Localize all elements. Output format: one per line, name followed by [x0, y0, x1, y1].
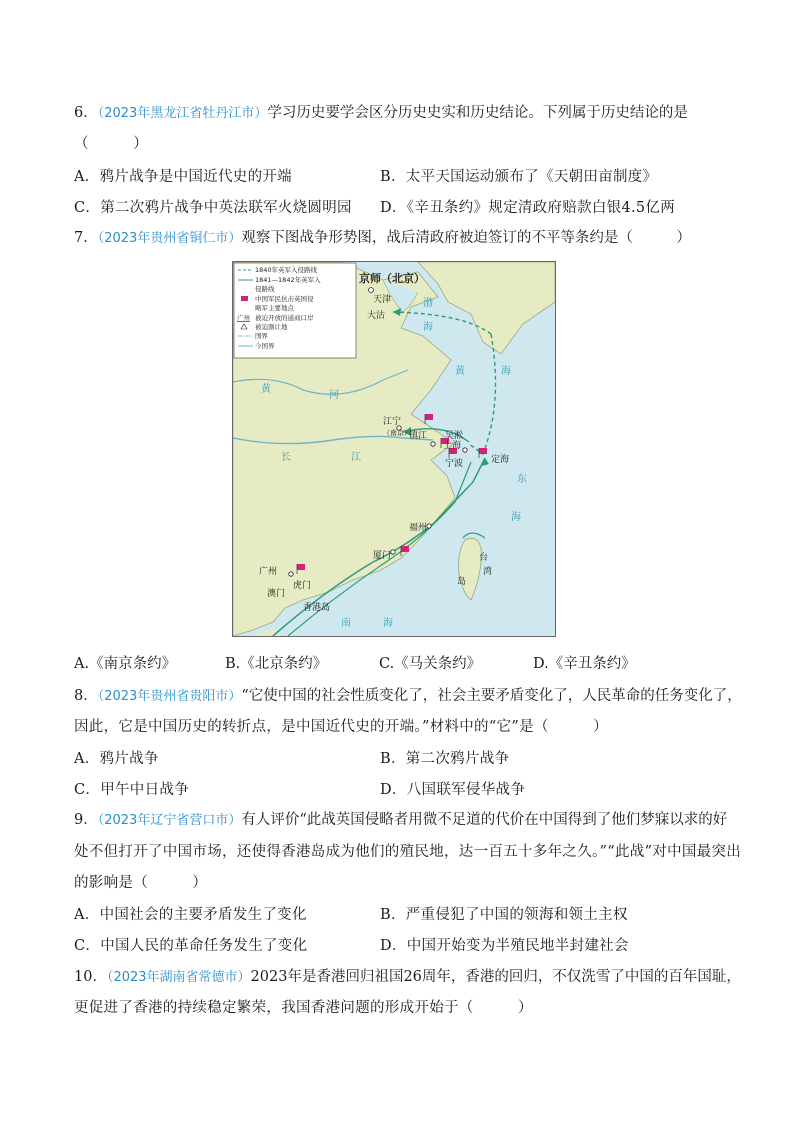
question-stem: 观察下图战争形势图，战后清政府被迫签订的不平等条约是（ ） [241, 230, 691, 246]
sea-nan-2: 海 [383, 618, 393, 629]
question-source: （2023年辽宁省营口市） [97, 813, 242, 828]
option-d: D．《辛丑条约》规定清政府赔款白银4.5亿两 [380, 200, 676, 216]
river-huang-2: 河 [329, 390, 339, 401]
option-c: C.《马关条约》 [379, 656, 482, 672]
label-taiwan-1: 台 [479, 553, 489, 563]
option-a: A．鸦片战争 [74, 751, 159, 767]
question-8 [74, 684, 742, 705]
option-b: B．第二次鸦片战争 [380, 751, 510, 767]
label-taiwan-3: 岛 [457, 577, 467, 587]
legend-border: 国界 [255, 332, 268, 340]
legend-route-1841-cont: 侵路线 [255, 285, 275, 293]
question-source: （2023年湖南省常德市） [106, 970, 251, 985]
question-source: （2023年贵州省铜仁市） [97, 231, 242, 246]
question-10 [74, 965, 741, 986]
label-tianjin: 天津 [373, 295, 392, 305]
option-a: A．鸦片战争是中国近代史的开端 [74, 169, 292, 185]
question-stem-cont: 处不但打开了中国市场，还使得香港岛成为他们的殖民地，达一百五十多年之久。”“此战”对中国最突出 [74, 844, 742, 860]
label-jiangning: 江宁 [383, 417, 402, 427]
legend-route-1841: 1841—1842年英军入 [255, 276, 321, 284]
label-xianggang: 香港岛 [303, 603, 331, 613]
question-stem: 2023年是香港回归祖国26周年，香港的回归，不仅洗雪了中国的百年国耻， [250, 969, 741, 985]
question-number: 7． [74, 230, 98, 246]
label-taiwan-2: 湾 [483, 567, 493, 577]
option-b: B．太平天国运动颁布了《天朝田亩制度》 [380, 169, 658, 185]
label-ningbo: 宁波 [445, 459, 464, 469]
option-b: B．严重侵犯了中国的领海和领土主权 [380, 907, 628, 923]
sea-huang-2: 海 [501, 366, 511, 377]
label-jingshi: 京师（北京） [359, 272, 425, 285]
sea-bo-2: 海 [423, 322, 433, 333]
label-shanghai: 上海 [443, 441, 462, 451]
question-number: 6． [74, 105, 98, 121]
label-guangzhou: 广州 [259, 567, 278, 577]
legend-resistance: 中国军民抗击英国侵 [255, 295, 314, 303]
war-situation-map [232, 261, 556, 637]
option-d: D．中国开始变为半殖民地半封建社会 [380, 938, 629, 954]
question-source: （2023年贵州省贵阳市） [97, 689, 242, 704]
label-nanjing: （南京） [383, 429, 411, 437]
option-c: C．甲午中日战争 [74, 782, 189, 798]
option-c: C．中国人民的革命任务发生了变化 [74, 938, 308, 954]
question-stem: 学习历史要学会区分历史史实和历史结论。下列属于历史结论的是 [267, 105, 688, 121]
question-source: （2023年黑龙江省牡丹江市） [97, 106, 268, 121]
option-d: D.《辛丑条约》 [533, 656, 636, 672]
option-a: A.《南京条约》 [74, 656, 177, 672]
question-6 [74, 101, 688, 122]
legend-port-sample: 广州 [237, 314, 250, 322]
legend-resistance-cont: 略军主要地点 [255, 304, 294, 312]
question-number: 9． [74, 812, 98, 828]
label-humen: 虎门 [293, 581, 312, 591]
legend-port: 被迫开放的通商口岸 [255, 314, 314, 322]
label-fuzhou: 福州 [409, 523, 428, 533]
question-stem-cont: 的影响是（ ） [74, 875, 208, 891]
label-wusong: 吴淞 [445, 431, 464, 441]
label-xiamen: 厦门 [373, 551, 392, 561]
question-stem-cont: （ ） [74, 136, 148, 152]
question-stem-cont: 因此，它是中国历史的转折点，是中国近代史的开端。”材料中的“它”是（ ） [74, 719, 608, 735]
label-zhenjiang: 镇江 [409, 431, 428, 441]
legend-route-1840: 1840年英军入侵路线 [255, 266, 318, 274]
label-dinghai: 定海 [491, 455, 510, 465]
option-d: D．八国联军侵华战争 [380, 782, 526, 798]
river-huang-1: 黄 [261, 384, 271, 395]
question-stem-cont: 更促进了香港的持续稳定繁荣，我国香港问题的形成开始于（ ） [74, 1000, 533, 1016]
map-legend [234, 263, 356, 358]
question-stem: “它使中国的社会性质变化了，社会主要矛盾变化了，人民革命的任务变化了， [241, 688, 742, 704]
option-c: C．第二次鸦片战争中英法联军火烧圆明园 [74, 200, 352, 216]
legend-modern-border: 今国界 [255, 342, 275, 350]
question-9 [74, 808, 727, 829]
river-chang-2: 江 [351, 452, 361, 463]
question-number: 10． [74, 969, 107, 985]
sea-nan-1: 南 [341, 618, 351, 629]
option-b: B.《北京条约》 [225, 656, 328, 672]
sea-huang-1: 黄 [455, 366, 465, 377]
sea-dong-1: 东 [517, 474, 527, 485]
label-dagu: 大沽 [367, 311, 386, 321]
question-7 [74, 226, 691, 247]
label-aomen: 澳门 [267, 589, 286, 599]
option-a: A．中国社会的主要矛盾发生了变化 [74, 907, 307, 923]
sea-dong-2: 海 [511, 512, 521, 523]
sea-bo-1: 渤 [423, 298, 433, 309]
legend-ceded: 被迫割让地 [255, 323, 288, 331]
question-number: 8． [74, 688, 98, 704]
river-chang-1: 长 [281, 452, 291, 463]
question-stem: 有人评价“此战英国侵略者用微不足道的代价在中国得到了他们梦寐以求的好 [241, 812, 728, 828]
